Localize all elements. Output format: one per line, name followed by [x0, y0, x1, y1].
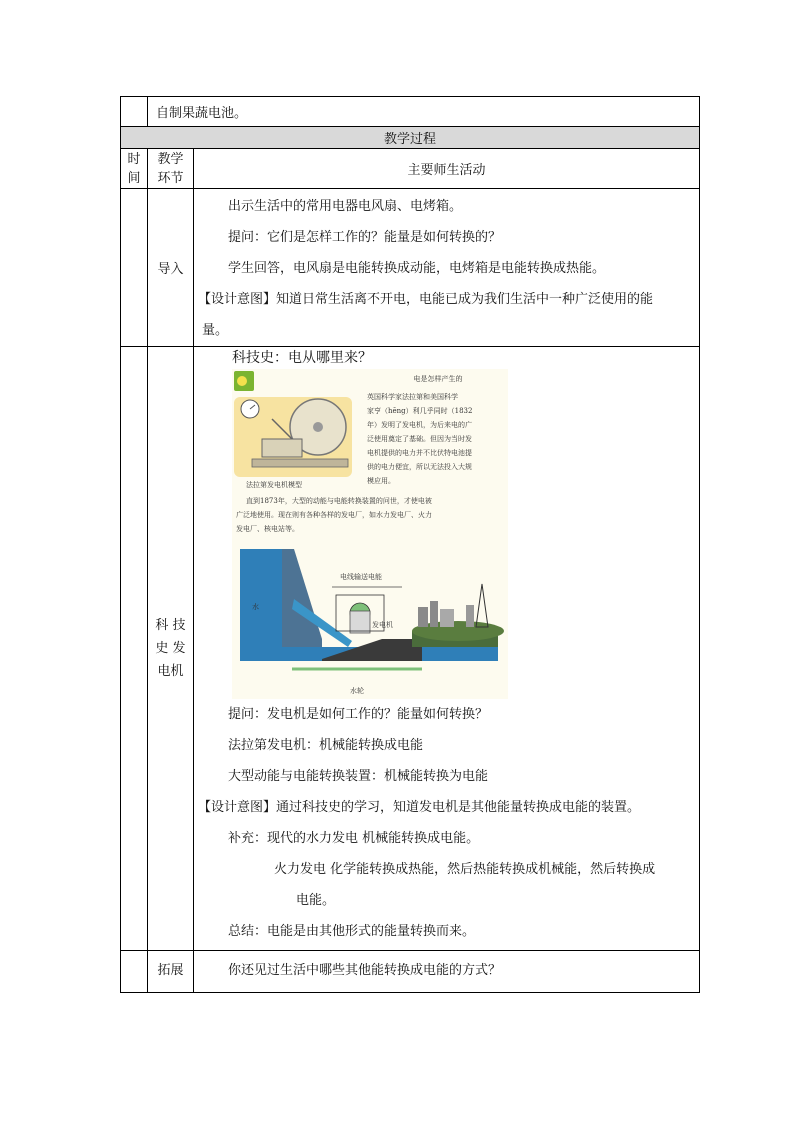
intro-intent: 【设计意图】知道日常生活离不开电，电能已成为我们生活中一种广泛使用的能	[198, 292, 654, 307]
section-header: 教学过程	[121, 127, 700, 149]
textbook-para1-line: 泛使用奠定了基础。但因为当时发	[367, 435, 472, 443]
history-row	[121, 347, 700, 951]
intro-line: 提问：它们是怎样工作的？能量是如何转换的？	[228, 230, 502, 245]
textbook-illustration	[232, 369, 508, 699]
top-row-time-cell	[121, 97, 148, 127]
textbook-para1-line: 供的电力便宜，所以无法投入大规	[367, 463, 472, 471]
history-line: 大型动能与电能转换装置：机械能转换为电能	[228, 769, 489, 784]
history-thermal-cont: 电能。	[296, 893, 336, 908]
extension-stage: 拓展	[148, 951, 194, 993]
history-subtitle: 科技史：电从哪里来？	[232, 350, 372, 366]
textbook-para2-line: 发电厂、核电站等。	[236, 525, 299, 533]
label-transmit: 电线输送电能	[340, 573, 382, 581]
intro-activity	[194, 189, 700, 347]
lesson-plan-table	[120, 96, 700, 993]
label-water: 水	[252, 603, 259, 611]
extension-time-cell	[121, 951, 148, 993]
textbook-para1-line: 电机提供的电力并不比伏特电池提	[367, 449, 472, 457]
history-time-cell	[121, 347, 148, 951]
extension-row	[121, 951, 700, 993]
history-line: 提问：发电机是如何工作的？能量如何转换？	[228, 707, 489, 722]
column-header-row	[121, 149, 700, 189]
top-row	[121, 97, 700, 127]
history-intent: 【设计意图】通过科技史的学习，知道发电机是其他能量转换成电能的装置。	[198, 800, 641, 815]
history-thermal: 火力发电 化学能转换成热能，然后热能转换成机械能，然后转换成	[274, 862, 656, 877]
history-summary: 总结：电能是由其他形式的能量转换而来。	[228, 924, 476, 939]
textbook-para1-line: 家亨（hēng）利几乎同时（1832	[367, 407, 473, 415]
textbook-para1-line: 模应用。	[367, 477, 395, 485]
textbook-heading: 电是怎样产生的	[413, 375, 463, 383]
section-header-row	[121, 127, 700, 149]
textbook-para2-line: 直到1873年，大型的动能与电能转换装置的问世，才使电被	[246, 497, 432, 505]
extension-text: 你还见过生活中哪些其他能转换成电能的方式？	[194, 951, 700, 993]
history-line: 法拉第发电机：机械能转换成电能	[228, 738, 424, 753]
intro-stage: 导入	[148, 189, 194, 347]
intro-time-cell	[121, 189, 148, 347]
textbook-caption: 法拉第发电机模型	[246, 481, 302, 489]
stage-header: 教学 环节	[148, 149, 194, 189]
top-row-text: 自制果蔬电池。	[148, 97, 700, 127]
history-activity	[194, 347, 700, 951]
textbook-image	[232, 369, 508, 699]
intro-line: 出示生活中的常用电器电风扇、电烤箱。	[228, 199, 463, 214]
intro-row	[121, 189, 700, 347]
time-header: 时 间	[121, 149, 148, 189]
textbook-para1-line: 英国科学家法拉第和美国科学	[367, 393, 458, 401]
intro-intent-cont: 量。	[202, 323, 229, 338]
intro-line: 学生回答，电风扇是电能转换成动能，电烤箱是电能转换成热能。	[228, 261, 606, 276]
textbook-para1-line: 年）发明了发电机，为后来电的广	[367, 421, 472, 429]
activity-header: 主要师生活动	[194, 149, 700, 189]
label-turbine: 水轮	[350, 687, 364, 695]
history-supplement: 补充：现代的水力发电 机械能转换成电能。	[228, 831, 480, 846]
textbook-para2-line: 广泛地使用。现在则有各种各样的发电厂，如水力发电厂、火力	[236, 511, 432, 519]
history-stage: 科 技 史 发 电机	[148, 347, 194, 951]
label-generator: 发电机	[372, 621, 393, 629]
